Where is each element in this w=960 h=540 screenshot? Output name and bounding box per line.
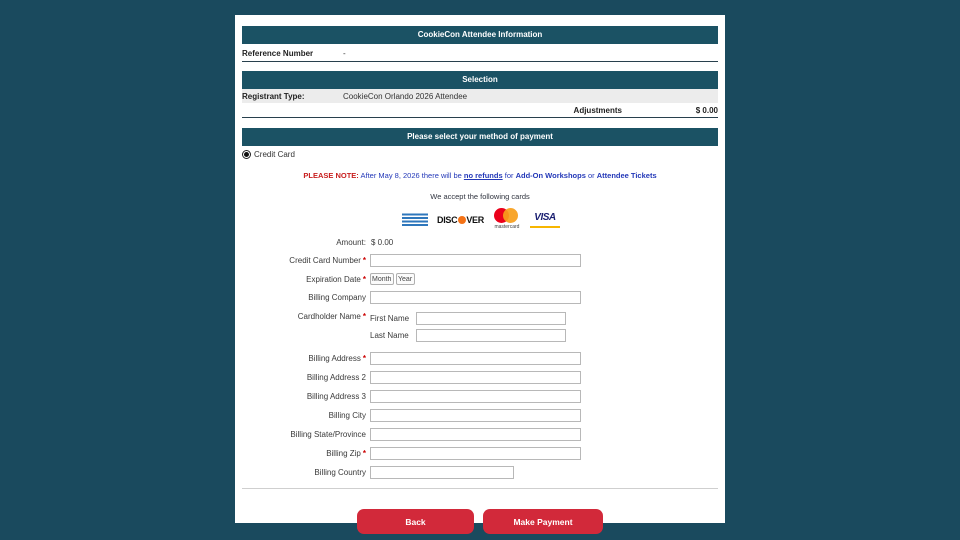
registrant-type-label: Registrant Type: [242, 91, 305, 101]
mastercard-text: mastercard [494, 224, 520, 230]
reference-number-row [242, 46, 718, 61]
discover-orange-circle-icon [458, 216, 466, 224]
visa-text: VISA [534, 212, 556, 223]
discover-text: VER [466, 215, 484, 225]
payment-method-header: Please select your method of payment [242, 128, 718, 146]
last-name-label: Last Name [370, 331, 409, 340]
note-no-refunds: no refunds [463, 171, 503, 180]
expiration-month-select[interactable] [370, 273, 394, 285]
divider [242, 117, 718, 118]
amount-value: $ 0.00 [371, 237, 394, 247]
billing-country-label: Billing Country [314, 468, 366, 477]
reference-number-label: Reference Number [242, 49, 314, 58]
expiration-year-select[interactable] [396, 273, 415, 285]
attendee-info-header: CookieCon Attendee Information [242, 26, 718, 44]
amount-label: Amount: [336, 237, 366, 247]
selection-header: Selection [242, 71, 718, 89]
adjustments-label: Adjustments [573, 105, 622, 115]
label-text: Credit Card Number [289, 256, 361, 265]
payment-form-panel [235, 15, 725, 527]
mastercard-orange-circle-icon [503, 208, 518, 223]
label-text: Billing Address [308, 354, 361, 363]
billing-address-2-label: Billing Address 2 [306, 373, 366, 382]
accepted-cards-caption: We accept the following cards [430, 192, 530, 201]
note-prefix: PLEASE NOTE: [303, 171, 359, 180]
credit-card-radio-row [242, 147, 718, 161]
credit-card-number-row [242, 254, 718, 267]
billing-company-row [242, 291, 718, 304]
expiration-date-row [242, 273, 718, 285]
radio-selected-dot [244, 152, 249, 157]
billing-state-province-row [242, 428, 718, 441]
refund-policy-note [242, 171, 718, 180]
note-text: for [504, 171, 514, 180]
divider [242, 61, 718, 62]
first-name-label: First Name [370, 314, 410, 323]
note-workshops: Add-On Workshops [515, 171, 586, 180]
required-asterisk: * [362, 312, 366, 321]
billing-zip-row [242, 447, 718, 460]
billing-address-3-row [242, 390, 718, 403]
amount-row [242, 236, 718, 248]
billing-address-row [242, 352, 718, 365]
required-asterisk: * [362, 354, 366, 363]
required-asterisk: * [362, 256, 366, 265]
divider [242, 488, 718, 489]
accepted-cards-row [242, 208, 718, 230]
form-buttons-row [242, 509, 718, 534]
billing-address-2-row [242, 371, 718, 384]
amex-card-icon [400, 210, 430, 230]
registrant-type-value: CookieCon Orlando 2026 Attendee [343, 91, 468, 101]
billing-address-3-label: Billing Address 3 [306, 392, 366, 401]
credit-card-radio-label: Credit Card [254, 149, 295, 159]
reference-number-value: - [343, 49, 346, 58]
last-name-sub-row [370, 329, 566, 342]
billing-address-input[interactable] [370, 352, 581, 365]
adjustments-value: $ 0.00 [695, 105, 718, 115]
billing-state-province-input[interactable] [370, 428, 581, 441]
registrant-type-row [242, 89, 718, 103]
billing-zip-input[interactable] [370, 447, 581, 460]
first-name-sub-row [370, 312, 566, 325]
note-text: After May 8, 2026 there will be [360, 171, 462, 180]
visa-yellow-bar [530, 226, 560, 229]
back-button[interactable]: Back [357, 509, 474, 534]
cardholder-name-inputs [370, 312, 566, 346]
credit-card-number-input[interactable] [370, 254, 581, 267]
last-name-input[interactable] [416, 329, 566, 342]
label-text: Billing Zip [326, 449, 361, 458]
visa-card-icon [530, 212, 560, 230]
expiration-date-label [242, 275, 366, 284]
cardholder-name-label [242, 312, 366, 321]
billing-address-2-input[interactable] [370, 371, 581, 384]
label-text: Cardholder Name [297, 312, 361, 321]
note-text: or [587, 171, 595, 180]
adjustments-row [242, 103, 718, 117]
billing-country-row [242, 466, 718, 479]
billing-address-label [242, 354, 366, 363]
credit-card-radio[interactable] [242, 150, 251, 159]
billing-company-label: Billing Company [308, 293, 366, 302]
required-asterisk: * [362, 274, 366, 284]
billing-city-input[interactable] [370, 409, 581, 422]
billing-city-row [242, 409, 718, 422]
billing-country-input[interactable] [370, 466, 514, 479]
discover-card-icon [437, 210, 484, 230]
make-payment-button[interactable]: Make Payment [483, 509, 603, 534]
billing-city-label: Billing City [328, 411, 366, 420]
billing-zip-label [242, 449, 366, 458]
first-name-input[interactable] [416, 312, 566, 325]
mastercard-card-icon [491, 208, 523, 230]
label-text: Expiration Date [306, 274, 361, 284]
cardholder-name-row [242, 312, 718, 346]
billing-company-input[interactable] [370, 291, 581, 304]
billing-state-province-label: Billing State/Province [290, 430, 366, 439]
discover-text: DISC [437, 215, 458, 225]
credit-card-number-label [242, 256, 366, 265]
billing-address-3-input[interactable] [370, 390, 581, 403]
note-tickets: Attendee Tickets [596, 171, 657, 180]
required-asterisk: * [362, 449, 366, 458]
